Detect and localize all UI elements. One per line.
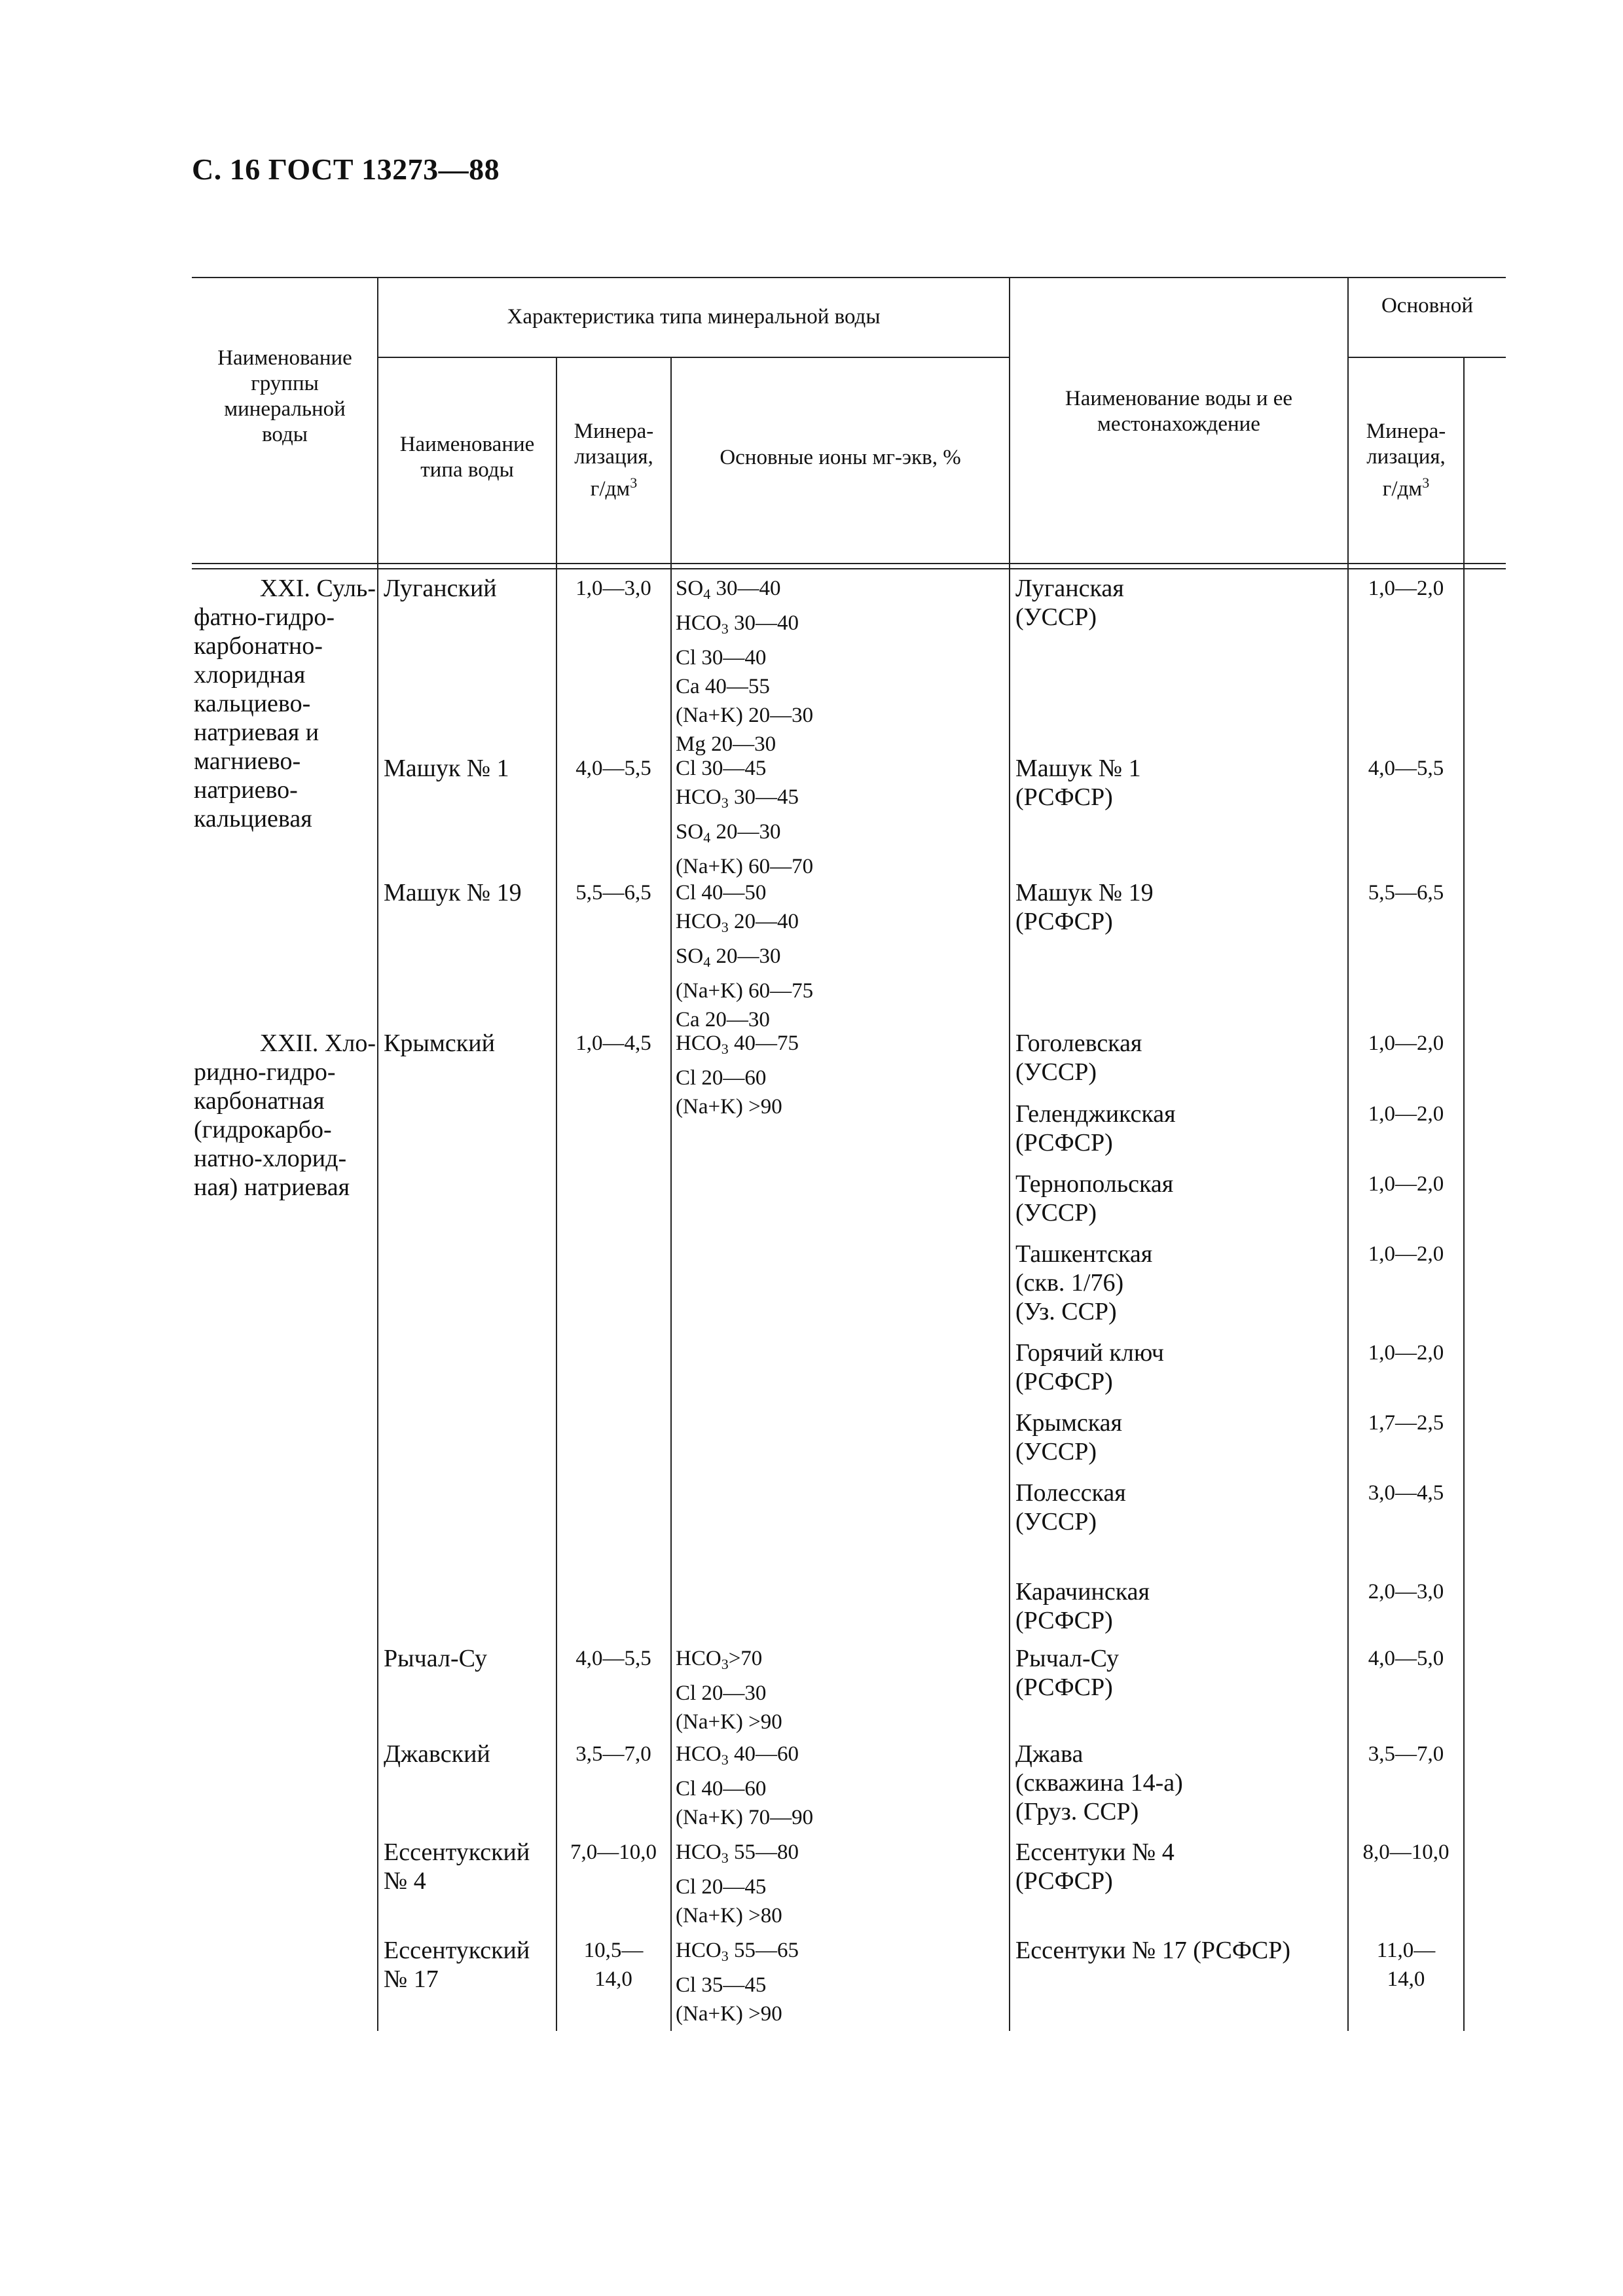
header-group-name <box>194 346 376 448</box>
mineralization-line: 5,5—6,5 <box>1368 881 1444 905</box>
group-name-line: натриево- <box>194 776 298 804</box>
water-mineralization <box>1350 1577 1462 1606</box>
ion-row <box>676 1936 1003 1971</box>
type-name <box>384 754 554 783</box>
type-mineralization <box>558 754 668 783</box>
ion-subscript: 3 <box>721 1948 729 1964</box>
ion-row: (Na+K) 60—70 <box>676 855 814 878</box>
mineralization-line: 1,0—4,5 <box>575 1031 651 1055</box>
water-name <box>1015 1740 1343 1826</box>
ion-row <box>676 1838 1003 1873</box>
header-line: лизация, <box>574 445 653 469</box>
header-main: Основной <box>1381 294 1474 317</box>
water-name-line: (РСФСР) <box>1015 1368 1113 1395</box>
type-name <box>384 1936 554 1994</box>
col-rule-3 <box>670 357 672 2031</box>
mineralization-line: 1,7—2,5 <box>1368 1411 1444 1435</box>
water-name-line: (РСФСР) <box>1015 1607 1113 1634</box>
mineralization-line: 3,5—7,0 <box>1368 1742 1444 1766</box>
ion-range: 40—75 <box>728 1031 799 1055</box>
ion-list <box>676 1029 1003 1121</box>
ion-range: 20—30 <box>710 944 781 968</box>
ion-subscript: 3 <box>721 1850 729 1866</box>
water-mineralization <box>1350 1338 1462 1367</box>
ion-row <box>676 574 1003 609</box>
unit-text: г/дм <box>1382 477 1423 501</box>
mineralization-line: 1,0—2,0 <box>1368 577 1444 600</box>
ion-formula: HCO <box>676 611 721 635</box>
header-line: минеральной <box>224 397 346 421</box>
ion-subscript: 4 <box>703 954 711 970</box>
water-mineralization <box>1350 1936 1462 1994</box>
water-name <box>1015 574 1343 632</box>
water-mineralization <box>1350 1838 1462 1867</box>
group-name-line: карбонатная <box>194 1087 325 1115</box>
water-name <box>1015 1408 1343 1466</box>
header-line: лизация, <box>1366 445 1446 469</box>
group-name-line: XXII. Хло- <box>259 1030 376 1057</box>
ion-row: Cl 20—30 <box>676 1681 767 1705</box>
ion-formula: SO <box>676 577 704 600</box>
ion-formula: HCO <box>676 785 721 809</box>
ion-list <box>676 1838 1003 1930</box>
water-name <box>1015 878 1343 936</box>
water-name-line: (РСФСР) <box>1015 783 1113 811</box>
ion-subscript: 3 <box>721 919 729 935</box>
type-name-line: Крымский <box>384 1030 495 1057</box>
water-name <box>1015 1644 1343 1702</box>
type-name-line: № 4 <box>384 1867 426 1895</box>
water-name <box>1015 1479 1343 1536</box>
water-name-line: (УССР) <box>1015 603 1097 631</box>
ion-list <box>676 878 1003 1034</box>
water-name <box>1015 1100 1343 1157</box>
col-rule-5 <box>1347 277 1349 2031</box>
water-name-line: (Груз. ССР) <box>1015 1798 1139 1825</box>
water-mineralization <box>1350 1240 1462 1268</box>
header-line: типа воды <box>420 458 514 482</box>
ion-formula: HCO <box>676 1939 721 1962</box>
water-name <box>1015 1338 1343 1396</box>
type-mineralization <box>558 1644 668 1673</box>
water-mineralization <box>1350 1408 1462 1437</box>
header-line: местонахождение <box>1097 412 1260 436</box>
ion-formula: HCO <box>676 1647 721 1670</box>
water-name-line: (скважина 14-а) <box>1015 1769 1183 1797</box>
water-name-line: Рычал-Су <box>1015 1645 1119 1672</box>
col-rule-1 <box>377 277 378 2031</box>
header-line: Минера- <box>574 420 654 443</box>
type-name-line: Ессентукский <box>384 1839 530 1866</box>
water-name <box>1015 1240 1343 1326</box>
ion-range: 30—40 <box>728 611 799 635</box>
water-name-line: (УССР) <box>1015 1508 1097 1535</box>
type-name-line: Машук № 1 <box>384 755 509 782</box>
type-mineralization <box>558 1740 668 1768</box>
header-line: группы <box>251 372 319 395</box>
header-water-name <box>1010 386 1347 437</box>
water-name <box>1015 1936 1343 1965</box>
water-name-line: Машук № 1 <box>1015 755 1141 782</box>
mineralization-line: 1,0—2,0 <box>1368 1102 1444 1126</box>
top-rule <box>192 277 1506 278</box>
ion-row: Cl 35—45 <box>676 1973 767 1997</box>
water-name-line: Горячий ключ <box>1015 1339 1164 1367</box>
water-name-line: Карачинская <box>1015 1578 1150 1605</box>
header-type-name <box>378 432 556 483</box>
ion-range: 20—40 <box>728 910 799 933</box>
water-name <box>1015 1577 1343 1635</box>
type-name-line: Луганский <box>384 575 497 602</box>
unit-exponent: 3 <box>630 475 638 491</box>
ion-subscript: 3 <box>721 795 729 811</box>
ion-row: Cl 20—45 <box>676 1875 767 1899</box>
water-name <box>1015 1170 1343 1227</box>
water-name-line: Ессентуки № 4 <box>1015 1839 1175 1866</box>
mineralization-line: 3,0—4,5 <box>1368 1481 1444 1505</box>
mineralization-line: 1,0—2,0 <box>1368 1172 1444 1196</box>
water-name-line: (скв. 1/76) <box>1015 1269 1124 1297</box>
water-name-line: Гоголевская <box>1015 1030 1142 1057</box>
header-line: Минера- <box>1366 420 1446 443</box>
water-name-line: Машук № 19 <box>1015 879 1154 906</box>
mineralization-line: 4,0—5,5 <box>575 1647 651 1670</box>
ion-formula: HCO <box>676 1031 721 1055</box>
water-name-line: Тернопольская <box>1015 1170 1174 1198</box>
subheader-rule-right <box>1349 357 1506 358</box>
water-mineralization <box>1350 1740 1462 1768</box>
water-name <box>1015 754 1343 812</box>
ion-list <box>676 1644 1003 1736</box>
ion-row: (Na+K) >80 <box>676 1904 782 1928</box>
mineralization-line: 10,5— <box>583 1939 644 1962</box>
ion-row: Mg 20—30 <box>676 732 776 756</box>
ion-formula: SO <box>676 944 704 968</box>
water-name-line: (РСФСР) <box>1015 1867 1113 1895</box>
water-mineralization <box>1350 878 1462 907</box>
ion-row <box>676 1740 1003 1774</box>
group-name <box>194 1029 376 1202</box>
header-main-mineralization <box>1349 419 1463 502</box>
unit-text: г/дм <box>590 477 630 501</box>
type-name-line: № 17 <box>384 1965 439 1993</box>
group-name <box>194 574 376 833</box>
ion-row <box>676 907 1003 942</box>
mineralization-line: 4,0—5,0 <box>1368 1647 1444 1670</box>
type-mineralization <box>558 1029 668 1058</box>
ion-row: (Na+K) 70—90 <box>676 1806 814 1829</box>
water-mineralization <box>1350 1100 1462 1128</box>
mineralization-line: 1,0—2,0 <box>1368 1242 1444 1266</box>
header-mineralization <box>557 419 670 502</box>
ion-row: Ca 40—55 <box>676 675 770 698</box>
ion-subscript: 3 <box>721 1656 729 1672</box>
ion-row: (Na+K) >90 <box>676 1095 782 1119</box>
water-name-line: Ташкентская <box>1015 1240 1153 1268</box>
ion-subscript: 4 <box>703 829 711 846</box>
ion-row <box>676 1644 1003 1679</box>
type-name <box>384 1838 554 1895</box>
page-header: С. 16 ГОСТ 13273—88 <box>192 152 500 186</box>
header-bottom-rule-1 <box>192 563 1506 564</box>
ion-row <box>676 1029 1003 1064</box>
mineralization-line: 3,5—7,0 <box>575 1742 651 1766</box>
water-name-line: Полесская <box>1015 1479 1126 1507</box>
water-name-line: Луганская <box>1015 575 1124 602</box>
ion-row <box>676 783 1003 817</box>
group-name-line: XXI. Суль- <box>259 575 376 602</box>
ion-subscript: 3 <box>721 620 729 637</box>
mineralization-line: 5,5—6,5 <box>575 881 651 905</box>
water-mineralization <box>1350 1479 1462 1507</box>
water-name-line: (РСФСР) <box>1015 1129 1113 1157</box>
ion-row: Cl 30—45 <box>676 757 767 780</box>
header-bottom-rule-2 <box>192 568 1506 569</box>
ion-row: (Na+K) 20—30 <box>676 704 814 727</box>
water-name <box>1015 1029 1343 1086</box>
type-name-line: Джавский <box>384 1740 490 1768</box>
type-name-line: Ессентукский <box>384 1937 530 1964</box>
type-mineralization <box>558 878 668 907</box>
group-name-line: натриевая и <box>194 719 319 746</box>
mineralization-line: 7,0—10,0 <box>570 1840 657 1864</box>
type-mineralization <box>558 1936 668 1994</box>
ion-subscript: 4 <box>703 586 711 602</box>
water-name <box>1015 1838 1343 1895</box>
type-name-line: Рычал-Су <box>384 1645 487 1672</box>
header-line: воды <box>262 423 308 446</box>
group-name-line: кальциевая <box>194 805 312 833</box>
water-name-line: Геленджикская <box>1015 1100 1176 1128</box>
ion-range: 30—40 <box>710 577 781 600</box>
subheader-rule <box>378 357 1009 358</box>
ion-row: (Na+K) 60—75 <box>676 979 814 1003</box>
group-name-line: ная) натриевая <box>194 1174 350 1201</box>
mineralization-line: 4,0—5,5 <box>1368 757 1444 780</box>
mineralization-line: 1,0—2,0 <box>1368 1341 1444 1365</box>
water-name-line: Крымская <box>1015 1409 1123 1437</box>
mineralization-line: 11,0— <box>1376 1939 1436 1962</box>
group-name-line: (гидрокарбо- <box>194 1116 332 1143</box>
type-name <box>384 1740 554 1768</box>
ion-range: >70 <box>728 1647 763 1670</box>
mineralization-line: 8,0—10,0 <box>1362 1840 1450 1864</box>
water-name-line: (УССР) <box>1015 1199 1097 1227</box>
ion-row: (Na+K) >90 <box>676 2002 782 2026</box>
type-name-line: Машук № 19 <box>384 879 522 906</box>
ion-row <box>676 817 1003 852</box>
ion-subscript: 3 <box>721 1751 729 1768</box>
ion-range: 40—60 <box>728 1742 799 1766</box>
group-name-line: ридно-гидро- <box>194 1058 336 1086</box>
mineralization-line: 14,0 <box>594 1967 632 1991</box>
mineralization-line: 4,0—5,5 <box>575 757 651 780</box>
unit-exponent: 3 <box>1422 475 1430 491</box>
col-rule-2 <box>556 357 557 2031</box>
header-line <box>557 470 670 502</box>
ion-subscript: 3 <box>721 1041 729 1057</box>
mineralization-line: 14,0 <box>1387 1967 1425 1991</box>
type-name <box>384 1644 554 1673</box>
header-type-characteristic: Характеристика типа минеральной воды <box>507 305 881 329</box>
ion-range: 30—45 <box>728 785 799 809</box>
ion-row: Cl 20—60 <box>676 1066 767 1090</box>
col-rule-4 <box>1009 277 1010 2031</box>
type-mineralization <box>558 574 668 603</box>
ion-range: 20—30 <box>710 820 781 844</box>
header-line: Наименование <box>399 433 535 456</box>
header-main-ions: Основные ионы мг-экв, % <box>720 446 961 469</box>
water-name-line: (УССР) <box>1015 1438 1097 1465</box>
type-mineralization <box>558 1838 668 1867</box>
water-name-line: (УССР) <box>1015 1058 1097 1086</box>
water-mineralization <box>1350 1029 1462 1058</box>
water-mineralization <box>1350 1644 1462 1673</box>
ion-row: Cl 40—60 <box>676 1777 767 1801</box>
ion-range: 55—65 <box>728 1939 799 1962</box>
mineralization-line: 1,0—2,0 <box>1368 1031 1444 1055</box>
group-name-line: кальциево- <box>194 690 311 717</box>
group-name-line: карбонатно- <box>194 632 323 660</box>
col-rule-6 <box>1463 357 1465 2031</box>
ion-list <box>676 754 1003 881</box>
header-line: Наименование воды и ее <box>1065 387 1293 410</box>
type-name <box>384 1029 554 1058</box>
group-name-line: магниево- <box>194 747 301 775</box>
mineralization-line: 1,0—3,0 <box>575 577 651 600</box>
water-mineralization <box>1350 754 1462 783</box>
ion-row: Ca 20—30 <box>676 1008 770 1031</box>
water-mineralization <box>1350 574 1462 603</box>
water-name-line: Джава <box>1015 1740 1084 1768</box>
water-name-line: (РСФСР) <box>1015 1674 1113 1701</box>
ion-list <box>676 1936 1003 2028</box>
ion-range: 55—80 <box>728 1840 799 1864</box>
ion-list <box>676 574 1003 759</box>
ion-formula: HCO <box>676 1742 721 1766</box>
ion-formula: HCO <box>676 910 721 933</box>
group-name-line: фатно-гидро- <box>194 603 335 631</box>
ion-formula: HCO <box>676 1840 721 1864</box>
type-name <box>384 574 554 603</box>
ion-row: Cl 40—50 <box>676 881 767 905</box>
ion-list <box>676 1740 1003 1832</box>
header-line <box>1349 470 1463 502</box>
mineralization-line: 2,0—3,0 <box>1368 1580 1444 1604</box>
group-name-line: натно-хлорид- <box>194 1145 347 1172</box>
water-name-line: (Уз. ССР) <box>1015 1298 1117 1325</box>
ion-row <box>676 942 1003 977</box>
ion-row <box>676 609 1003 643</box>
ion-row: (Na+K) >90 <box>676 1710 782 1734</box>
type-name <box>384 878 554 907</box>
water-mineralization <box>1350 1170 1462 1198</box>
water-name-line: Ессентуки № 17 (РСФСР) <box>1015 1937 1291 1964</box>
water-name-line: (РСФСР) <box>1015 908 1113 935</box>
ion-formula: SO <box>676 820 704 844</box>
header-line: Наименование <box>217 346 352 370</box>
group-name-line: хлоридная <box>194 661 306 689</box>
ion-row: Cl 30—40 <box>676 646 767 670</box>
